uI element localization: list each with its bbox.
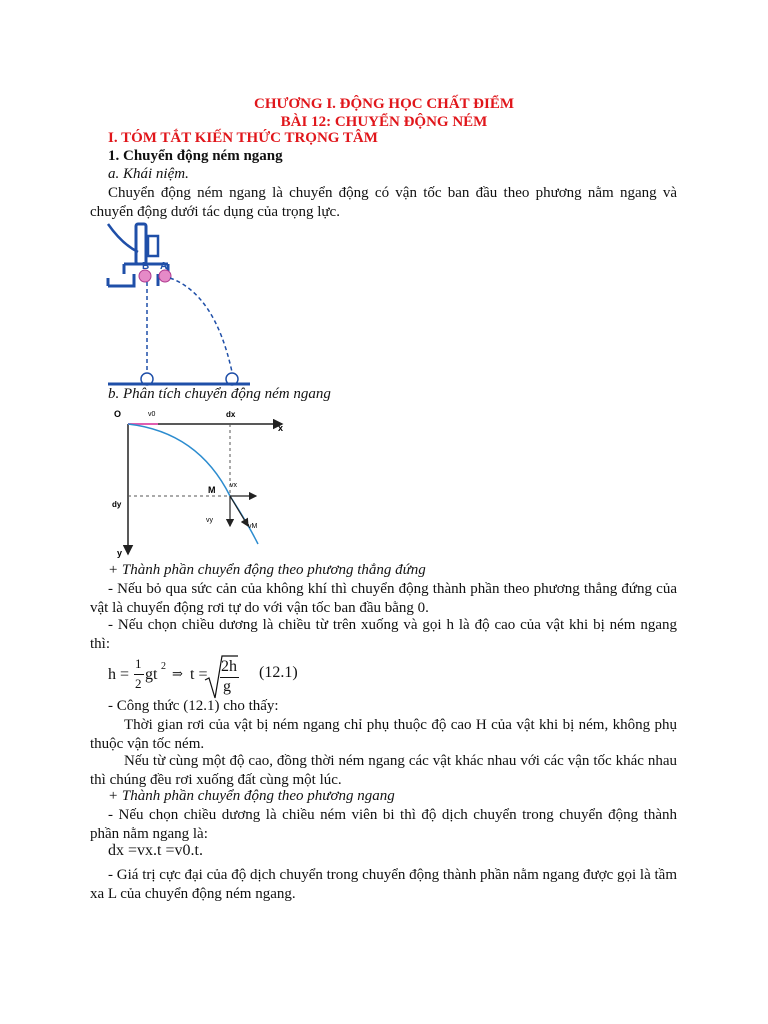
horizontal-component-heading: + Thành phần chuyển động theo phương ngang [108, 788, 395, 804]
vertical-component-heading: + Thành phần chuyển động theo phương thẳng đứng [108, 562, 426, 578]
x-axis-label: x [278, 423, 284, 433]
dy-label: dy [112, 500, 122, 509]
vertical-paragraph-1: - Nếu bỏ qua sức cản của không khí thì chuyển động thành phần theo phương thẳng đứng của vật là chuyển động rơi tự do với vận tốc ban đầu bằng 0. [90, 581, 677, 616]
concept-heading: a. Khái niệm. [108, 166, 189, 182]
root-denominator: g [223, 678, 231, 695]
fraction-bar [134, 674, 144, 675]
vm-label: vM [248, 523, 258, 530]
vy-label: vy [206, 517, 213, 524]
range-paragraph: - Giá trị cực đại của độ dịch chuyển trong chuyển động thành phần nằm ngang được gọi là tầm xa L của chuyển động ném ngang. [90, 867, 677, 902]
formula-12-1 [108, 656, 428, 700]
observation-2: Nếu từ cùng một độ cao, đồng thời ném ngang các vật khác nhau với các vận tốc khác nhau thì chúng đều rơi xuống đất cùng một lúc. [90, 753, 677, 788]
formula-exponent: 2 [161, 661, 166, 672]
formula-intro: - Công thức (12.1) cho thấy: [108, 698, 279, 714]
label-b: B [142, 261, 150, 272]
v0-label: v0 [148, 411, 156, 418]
origin-label: O [114, 409, 122, 419]
projectile-path [170, 278, 232, 372]
trajectory-curve [128, 424, 258, 544]
section-title: I. TÓM TẮT KIẾN THỨC TRỌNG TÂM [108, 130, 378, 146]
formula-label: (12.1) [259, 664, 298, 681]
launcher-clamp [148, 236, 158, 256]
y-axis-label: y [117, 548, 123, 558]
launcher-figure [100, 222, 260, 388]
formula-t: t = [190, 666, 208, 683]
point-m-label: M [208, 485, 216, 495]
subsection-heading: 1. Chuyển động ném ngang [108, 148, 283, 164]
label-a: A [160, 261, 168, 272]
root-numerator: 2h [221, 658, 237, 675]
vx-label: vx [230, 482, 237, 489]
analysis-heading: b. Phân tích chuyển động ném ngang [108, 386, 331, 402]
vertical-paragraph-2: - Nếu chọn chiều dương là chiều từ trên xuống và gọi h là độ cao của vật khi bị ném ngang thì: [90, 617, 677, 652]
horizontal-paragraph: - Nếu chọn chiều dương là chiều ném viên bi thì độ dịch chuyển trong chuyển động thành phần nằm ngang là: [90, 807, 677, 842]
chapter-title: CHƯƠNG I. ĐỘNG HỌC CHẤT ĐIỂM [253, 96, 514, 112]
fraction-denominator: 2 [135, 676, 142, 691]
formula-gt: gt [145, 666, 158, 683]
formula-lhs: h = [108, 666, 130, 683]
lesson-title: BÀI 12: CHUYỂN ĐỘNG NÉM [280, 114, 488, 130]
observation-1: Thời gian rơi của vật bị ném ngang chỉ phụ thuộc độ cao H của vật khi bị ném, không phụ thuộc vận tốc ném. [90, 717, 677, 752]
vm-vector [230, 496, 248, 526]
swing-arm [108, 224, 138, 252]
fraction-numerator: 1 [135, 656, 142, 671]
dx-label: dx [226, 410, 236, 419]
formula-displacement: dx =vx.t =v0.t. [108, 842, 203, 859]
launcher-post [136, 224, 146, 264]
trajectory-figure [108, 404, 292, 560]
implies-symbol: ⇒ [172, 666, 183, 681]
concept-paragraph: Chuyển động ném ngang là chuyển động có vận tốc ban đầu theo phương nằm ngang và chuyển động dưới tác dụng của trọng lực. [90, 185, 677, 220]
